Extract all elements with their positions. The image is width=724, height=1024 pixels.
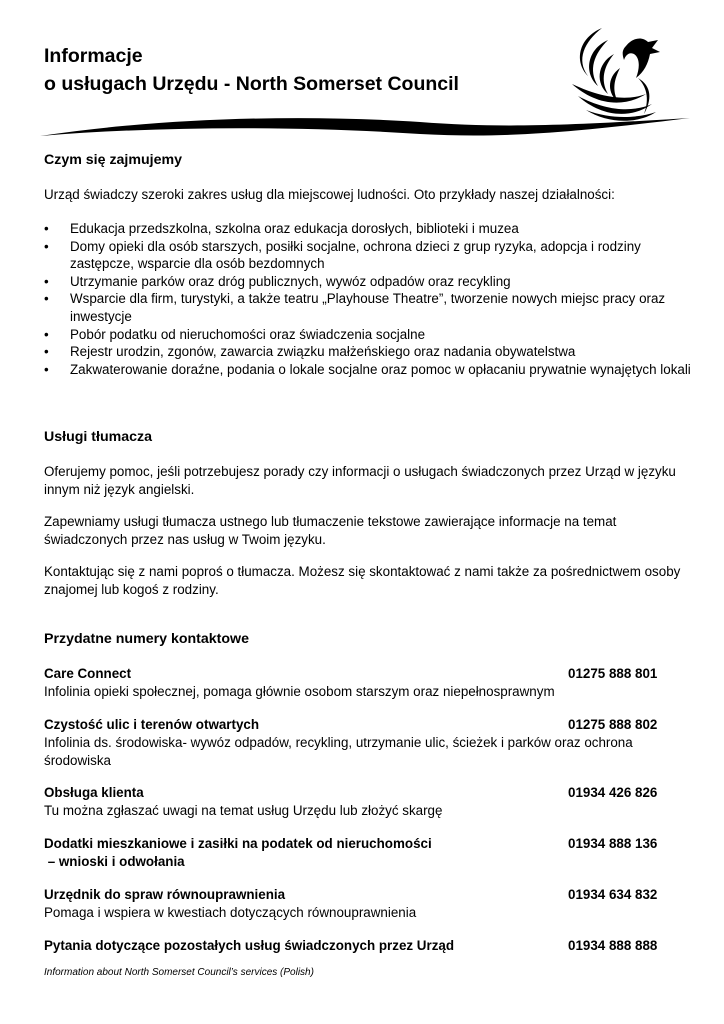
interpreter-paragraph: Oferujemy pomoc, jeśli potrzebujesz porady czy informacji o usługach świadczonych przez Urząd w języku innym niż język angielski. — [44, 464, 676, 497]
bullet-icon: • — [44, 238, 49, 254]
contact-name: Urzędnik do spraw równouprawnienia — [44, 887, 286, 902]
interpreter-paragraph: Zapewniamy usługi tłumacza ustnego lub tłumaczenie tekstowe zawierające informacje na temat świadczonych przez nas usług w Twoim języku. — [44, 514, 617, 547]
bullet-icon: • — [44, 273, 49, 289]
list-item: • Wsparcie dla firm, turystyki, a także teatru „Playhouse Theatre”, tworzenie nowych miejsc pracy oraz inwestycje — [44, 291, 666, 324]
contact-name: Dodatki mieszkaniowe i zasiłki na podatek od nieruchomości — [44, 836, 432, 851]
contact-entry — [44, 937, 684, 955]
contact-entry — [44, 886, 684, 922]
bullet-icon: • — [44, 326, 49, 342]
about-intro: Urząd świadczy szeroki zakres usług dla miejscowej ludności. Oto przykłady naszej działalności: — [44, 187, 615, 202]
section-heading-about: Czym się zajmujemy — [44, 152, 182, 168]
list-item: • Edukacja przedszkolna, szkolna oraz edukacja dorosłych, biblioteki i muzea — [44, 221, 519, 236]
contact-name: Obsługa klienta — [44, 785, 144, 800]
contact-description: Tu można zgłaszać uwagi na temat usług Urzędu lub złożyć skargę — [44, 803, 443, 818]
decorative-swoosh — [40, 112, 690, 152]
council-logo-icon — [568, 24, 664, 124]
list-item: • Domy opieki dla osób starszych, posiłki socjalne, ochrona dzieci z grup ryzyka, adopcja i rodziny zastępcze, wsparcie dla osób bezdomnych — [44, 238, 641, 272]
title-line-1: Informacje — [44, 45, 143, 67]
footer-note: Information about North Somerset Council’s services (Polish) — [44, 967, 314, 978]
contact-entry — [44, 784, 684, 820]
list-item: • Rejestr urodzin, zgonów, zawarcia związku małżeńskiego oraz nadania obywatelstwa — [44, 344, 576, 360]
contact-entry — [44, 835, 684, 871]
title-line-2: o usługach Urzędu - North Somerset Council — [44, 73, 459, 95]
section-heading-interpreter: Usługi tłumacza — [44, 429, 153, 445]
list-item: • Utrzymanie parków oraz dróg publicznych, wywóz odpadów oraz recykling — [44, 273, 511, 289]
bullet-icon: • — [44, 291, 49, 307]
contact-name: Pytania dotyczące pozostałych usług świadczonych przez Urząd — [44, 938, 455, 953]
bullet-icon: • — [44, 344, 49, 360]
contact-entry — [44, 665, 684, 701]
contact-description: Infolinia ds. środowiska- wywóz odpadów, recykling, utrzymanie ulic, ścieżek i parków oraz ochrona środowiska — [44, 735, 633, 768]
list-item: • Pobór podatku od nieruchomości oraz świadczenia socjalne — [44, 326, 426, 342]
contact-phone: 01934 426 826 — [568, 785, 658, 800]
services-list — [44, 220, 694, 378]
contact-description: Infolinia opieki społecznej, pomaga głównie osobom starszym oraz niepełnosprawnym — [44, 684, 555, 699]
contact-phone: 01275 888 802 — [568, 717, 658, 732]
contact-phone: 01934 888 888 — [568, 938, 658, 953]
page-title — [44, 42, 459, 98]
contact-description: Pomaga i wspiera w kwestiach dotyczących równouprawnienia — [44, 905, 417, 920]
interpreter-paragraph: Kontaktując się z nami poproś o tłumacza. Możesz się skontaktować z nami także za pośrednictwem osoby znajomej lub kogoś z rodziny. — [44, 564, 681, 597]
bullet-icon: • — [44, 221, 49, 236]
contact-entry — [44, 716, 684, 770]
section-heading-contacts: Przydatne numery kontaktowe — [44, 631, 249, 647]
contact-phone: 01934 888 136 — [568, 836, 658, 851]
contact-name-continued: – wnioski i odwołania — [44, 854, 185, 869]
contact-name: Czystość ulic i terenów otwartych — [44, 717, 260, 732]
bullet-icon: • — [44, 361, 49, 377]
contact-phone: 01275 888 801 — [568, 666, 658, 681]
contact-name: Care Connect — [44, 666, 132, 681]
list-item: • Zakwaterowanie doraźne, podania o lokale socjalne oraz pomoc w opłacaniu prywatnie wynajętych lokali — [44, 361, 691, 377]
contact-phone: 01934 634 832 — [568, 887, 658, 902]
